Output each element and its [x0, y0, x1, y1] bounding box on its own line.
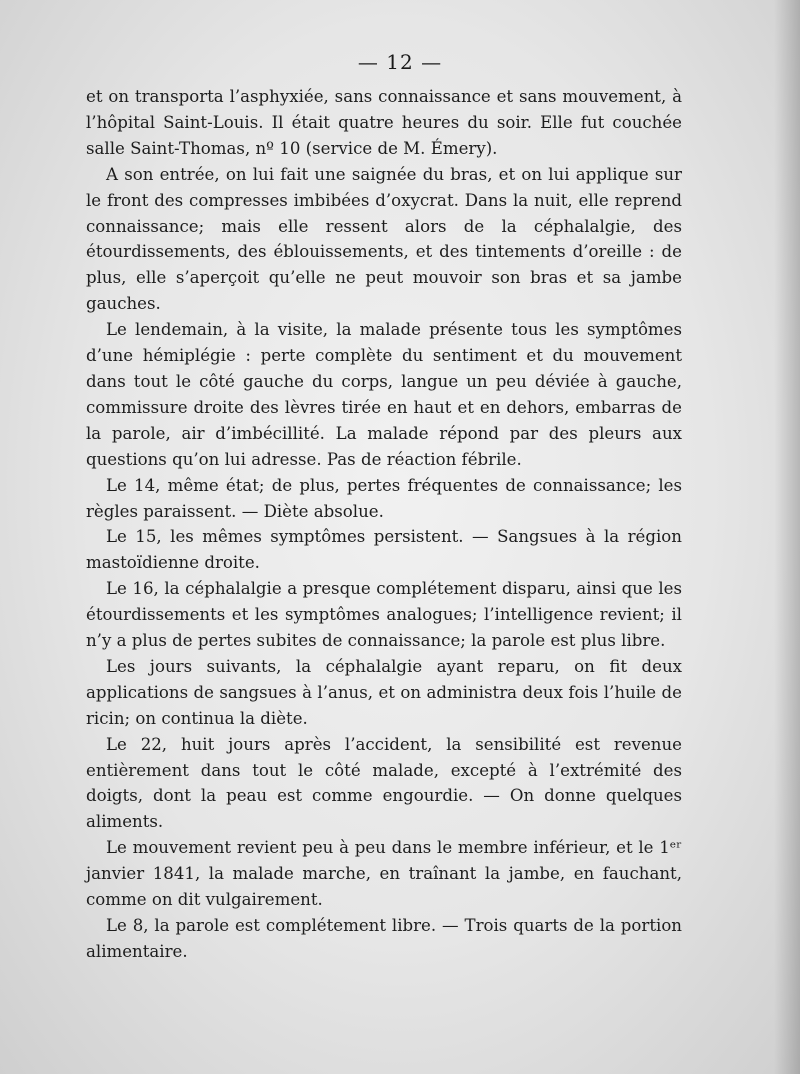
paragraph: Le 22, huit jours après l’accident, la sensibilité est revenue entièrement dans tout le côté malade, excepté à l’extrémité des doigts, dont la peau est comme engourdie. — On donne quelques aliments. — [86, 734, 682, 832]
paragraph: Le 16, la céphalalgie a presque complétement disparu, ainsi que les étourdissements et les symptômes analogues; l’intelligence revient; il n’y a plus de pertes subites de connaissance; la parole est plus libre. — [86, 579, 682, 651]
paragraph: Le 14, même état; de plus, pertes fréquentes de connaissance; les règles paraissent. — Diète absolue. — [86, 475, 682, 521]
paragraph: A son entrée, on lui fait une saignée du bras, et on lui applique sur le front des compresses imbibées d’oxycrat. Dans la nuit, elle reprend connaissance; mais elle ressent alors de la céphalalgie, des étourdissements, des éblouissements, et des tintements d’oreille : de plus, elle s’aperçoit qu’elle ne peut mouvoir son bras et sa jambe gauches. — [86, 164, 682, 314]
paragraph: et on transporta l’asphyxiée, sans connaissance et sans mouvement, à l’hôpital Saint-Louis. Il était quatre heures du soir. Elle fut couchée salle Saint-Thomas, nº 10 (service de M. Émery). — [86, 87, 682, 158]
paragraph: Les jours suivants, la céphalalgie ayant reparu, on fit deux applications de sangsues à l’anus, et on administra deux fois l’huile de ricin; on continua la diète. — [86, 656, 682, 728]
paragraph: Le lendemain, à la visite, la malade présente tous les symptômes d’une hémiplégie : perte complète du sentiment et du mouvement dans tout le côté gauche du corps, langue un peu déviée à gauche, commissure droite des lèvres tirée en haut et en dehors, embarras de la parole, air d’imbécillité. La malade répond par des pleurs aux questions qu’on lui adresse. Pas de réaction fébrile. — [86, 320, 682, 469]
page-edge-shadow — [774, 0, 800, 1074]
page-number: — 12 — — [357, 50, 443, 74]
paragraph: Le 8, la parole est complétement libre. — Trois quarts de la portion alimentaire. — [86, 916, 682, 961]
paragraph: Le 15, les mêmes symptômes persistent. — Sangsues à la région mastoïdienne droite. — [86, 527, 682, 573]
page-text — [86, 84, 682, 965]
paragraph: Le mouvement revient peu à peu dans le membre inférieur, et le 1ᵉʳ janvier 1841, la malade marche, en traînant la jambe, en fauchant, comme on dit vulgairement. — [86, 838, 682, 910]
